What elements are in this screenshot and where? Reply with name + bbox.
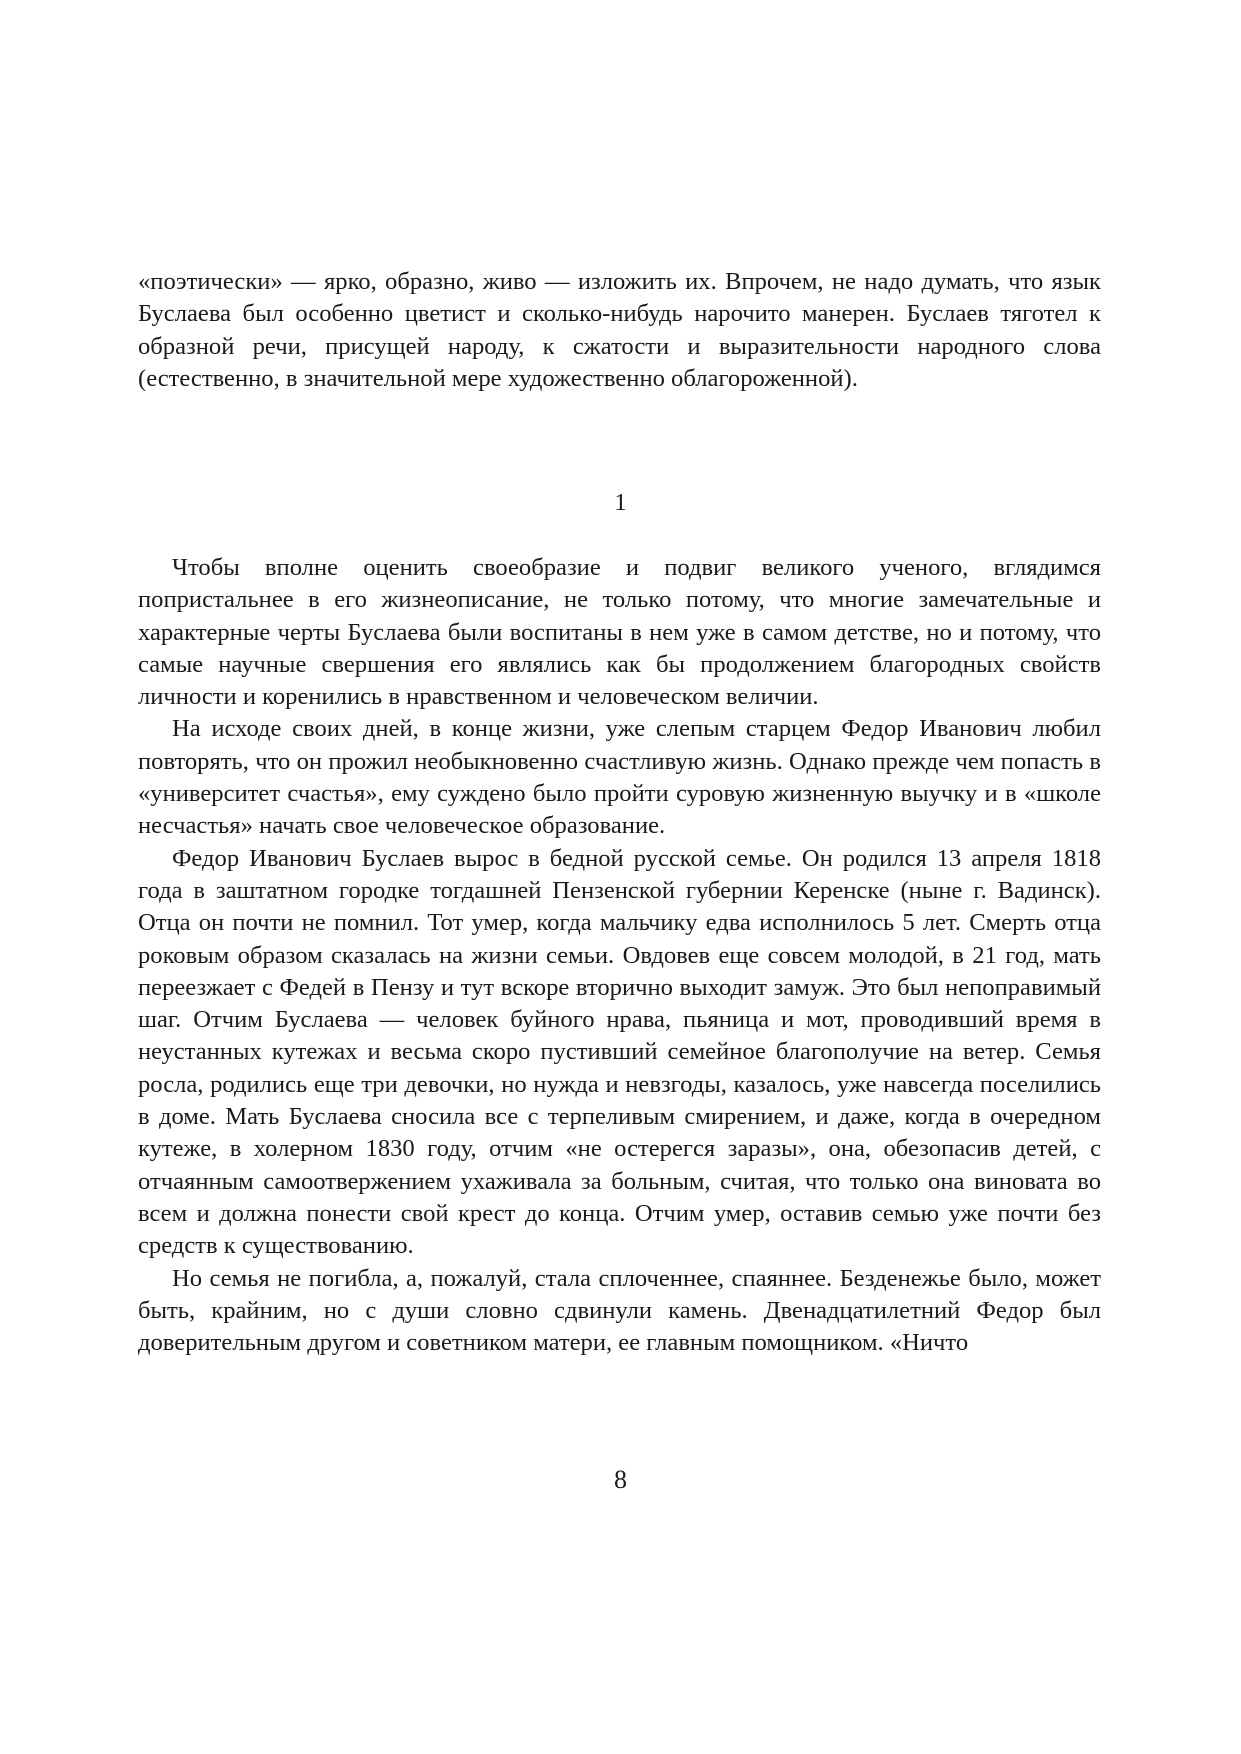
- page-number: 8: [614, 1465, 627, 1494]
- paragraph-3: Федор Иванович Буслаев вырос в бедной русской семье. Он родился 13 апреля 1818 года в заштатном городке тогдашней Пензенской губернии Керенске (ныне г. Вадинск). Отца он почти не помнил. Тот умер, когда мальчику едва исполнилось 5 лет. Смерть отца роковым образом сказалась на жизни семьи. Овдовев еще совсем молодой, в 21 год, мать переезжает с Федей в Пензу и тут вскоре вторично выходит замуж. Это был непоправимый шаг. Отчим Буслаева — человек буйного нрава, пьяница и мот, проводивший время в неустанных кутежах и весьма скоро пустивший семейное благополучие на ветер. Семья росла, родились еще три девочки, но нужда и невзгоды, казалось, уже навсегда поселились в доме. Мать Буслаева сносила все с терпеливым смирением, и даже, когда в очередном кутеже, в холерном 1830 году, отчим «не остерегся заразы», она, обезопасив детей, с отчаянным самоотвержением ухаживала за больным, считая, что только она виновата во всем и должна понести свой крест до конца. Отчим умер, оставив семью уже почти без средств к существованию.: [138, 844, 1101, 1260]
- paragraph-1: Чтобы вполне оценить своеобразие и подвиг великого ученого, вглядимся попристальнее в его жизнеописание, не только потому, что многие замечательные и характерные черты Буслаева были воспитаны в нем уже в самом детстве, но и потому, что самые научные свершения его являлись как бы продолжением благородных свойств личности и коренились в нравственном и человеческом величии.: [138, 554, 1101, 711]
- main-text-block: [138, 552, 1101, 1359]
- paragraph-4: Но семья не погибла, а, пожалуй, стала сплоченнее, спаяннее. Безденежье было, может быть, крайним, но с души словно сдвинули камень. Двенадцатилетний Федор был доверительным другом и советником матери, ее главным помощником. «Ничто: [138, 1264, 1101, 1357]
- paragraph-2: На исходе своих дней, в конце жизни, уже слепым старцем Федор Иванович любил повторять, что он прожил необыкновенно счастливую жизнь. Однако прежде чем попасть в «университет счастья», ему суждено было пройти суровую жизненную выучку и в «школе несчастья» начать свое человеческое образование.: [138, 715, 1101, 840]
- intro-text-block: [138, 266, 1101, 395]
- section-number: 1: [614, 489, 627, 516]
- intro-paragraph: «поэтически» — ярко, образно, живо — изложить их. Впрочем, не надо думать, что язык Буслаева был особенно цветист и сколько-нибудь нарочито манерен. Буслаев тяготел к образной речи, присущей народу, к сжатости и выразительности народного слова (естественно, в значительной мере художественно облагороженной).: [138, 268, 1101, 392]
